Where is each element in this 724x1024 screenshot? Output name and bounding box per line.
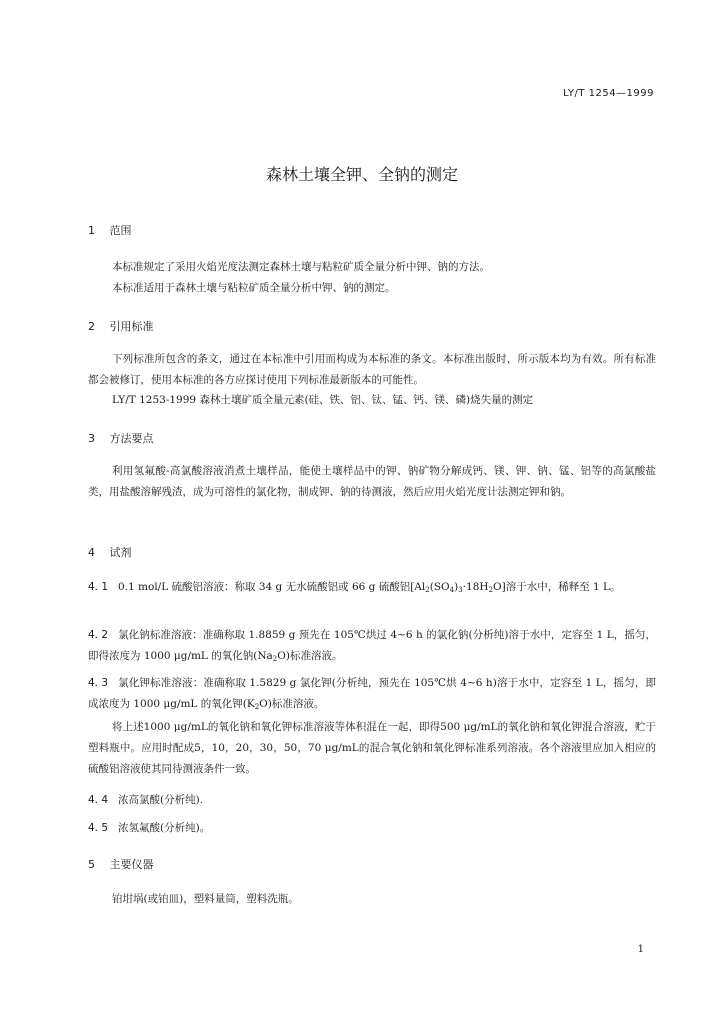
clause-text: O)标准溶液。 <box>277 650 343 662</box>
page-number: 1 <box>637 944 644 955</box>
section-title: 引用标准 <box>109 320 154 333</box>
section-5-heading <box>88 856 154 872</box>
section-title: 试剂 <box>109 546 132 559</box>
clause-4-2 <box>88 625 656 667</box>
clause-text: 氯化钠标准溶液：准确称取 1.8859 g 预先在 105℃烘过 4~6 h 的氯化钠(分析纯)溶于水中，定容至 1 L，摇匀，即得浓度为 1000 μg/mL 的氧化钠(Na <box>88 629 656 662</box>
clause-4-1 <box>88 577 656 598</box>
standard-code: LY/T 1254—1999 <box>563 88 654 99</box>
section-1-line-2: 本标准适用于森林土壤与粘粒矿质全量分析中钾、钠的测定。 <box>112 282 396 294</box>
section-number: 2 <box>88 320 95 333</box>
section-5-line: 铂坩埚(或铂皿)，塑料量筒，塑料洗瓶。 <box>112 893 299 905</box>
referenced-standard: LY/T 1253-1999 森林土壤矿质全量元素(硅、铁、铝、钛、锰、钙、镁、磷)烧失量的测定 <box>112 394 534 406</box>
section-4-heading <box>88 544 132 560</box>
section-number: 1 <box>88 224 95 237</box>
clause-text: O)标准溶液。 <box>259 698 325 710</box>
subscript: 2 <box>272 655 278 663</box>
clause-text: ) <box>454 581 459 593</box>
clause-text: 氯化钾标准溶液：准确称取 1.5829 g 氯化钾(分析纯，预先在 105℃烘 4~6 h)溶于水中，定容至 1 L，摇匀，即成浓度为 1000 μg/mL 的氧化钾(K <box>88 677 656 710</box>
clause-4-4 <box>88 790 656 811</box>
subscript: 4 <box>449 586 455 594</box>
section-title: 主要仪器 <box>109 858 154 871</box>
clause-4-3 <box>88 673 656 715</box>
clause-text: 0.1 mol/L 硫酸铝溶液：称取 34 g 无水硫酸铝或 66 g 硫酸铝[Al <box>118 581 426 593</box>
clause-number: 4. 2 <box>88 629 109 641</box>
subscript: 2 <box>488 586 493 594</box>
document-title: 森林土壤全钾、全钠的测定 <box>265 165 458 184</box>
section-3-heading <box>88 430 154 446</box>
section-1-heading <box>88 222 132 238</box>
subscript: 2 <box>425 586 430 594</box>
clause-4-5 <box>88 818 656 839</box>
clause-text: 浓氢氟酸(分析纯)。 <box>118 822 211 834</box>
section-number: 3 <box>88 432 95 445</box>
section-title: 方法要点 <box>109 432 154 445</box>
section-2-paragraph: 下列标准所包含的条文，通过在本标准中引用而构成为本标准的条文。本标准出版时，所示版本均为有效。所有标准都会被修订，使用本标准的各方应探讨使用下列标准最新版本的可能性。 <box>88 353 656 386</box>
subscript: 2 <box>254 703 260 711</box>
clause-number: 4. 3 <box>88 677 109 689</box>
clause-number: 4. 1 <box>88 581 109 593</box>
section-number: 4 <box>88 546 95 559</box>
section-number: 5 <box>88 858 95 871</box>
clause-number: 4. 5 <box>88 822 109 834</box>
clause-text: 浓高氯酸(分析纯). <box>118 794 204 806</box>
section-2-heading <box>88 318 154 334</box>
clause-text: O]溶于水中，稀释至 1 L。 <box>493 581 621 593</box>
section-1-line-1: 本标准规定了采用火焰光度法测定森林土壤与粘粒矿质全量分析中钾、钠的方法。 <box>112 261 490 273</box>
clause-number: 4. 4 <box>88 794 109 806</box>
section-title: 范围 <box>109 224 132 237</box>
subscript: 3 <box>458 586 463 594</box>
clause-text: ·18H <box>462 581 489 593</box>
section-3-paragraph: 利用氢氟酸-高氯酸溶液消煮土壤样品，能使土壤样品中的钾、钠矿物分解成钙、镁、钾、钠、锰、铝等的高氯酸盐类，用盐酸溶解残渣，成为可溶性的氯化物，制成钾、钠的待测液，然后应用火焰光度计法测定钾和钠。 <box>88 465 656 498</box>
clause-text: (SO <box>429 581 450 593</box>
mixed-standard-paragraph: 将上述1000 μg/mL的氧化钠和氧化钾标准溶液等体积混在一起，即得500 μg/mL的氧化钠和氧化钾混合溶液，贮于塑料瓶中。应用时配成5，10，20，30，50，70 μg/mL的混合氧化钠和氧化钾标准系列溶液。各个溶液里应加入相应的硫酸铝溶液使其同待测液条件一致。 <box>88 721 656 775</box>
